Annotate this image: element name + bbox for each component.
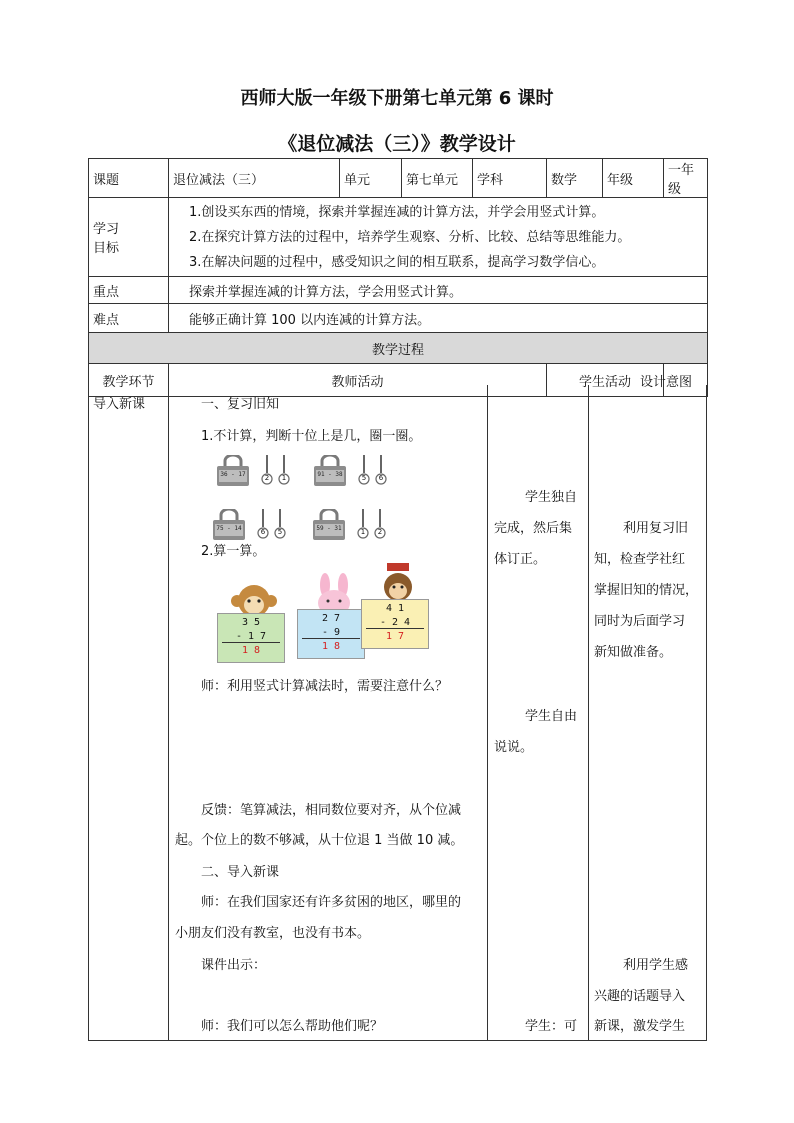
grade-label: 年级 (603, 159, 664, 198)
padlock-2 (314, 455, 424, 489)
info-row (89, 159, 708, 198)
key-icon[interactable] (261, 455, 273, 487)
board-card (297, 609, 365, 659)
key-label: 2 (264, 474, 270, 482)
key-point-value: 探索并掌握连减的计算方法，学会用竖式计算。 (169, 277, 708, 304)
goal-item-3: 3.在解决问题的过程中，感受知识之间的相互联系，提高学习数学信心。 (189, 254, 605, 270)
intent-i2-line1: 利用学生感 (623, 958, 689, 973)
key-label: 2 (377, 528, 383, 536)
help-question: 师：我们可以怎么帮助他们呢？ (201, 1019, 384, 1034)
math-board-3 (361, 563, 437, 651)
col-intent-text: 设计意图 (639, 374, 692, 390)
question-text: 师：利用竖式计算减法时，需要注意什么？ (201, 679, 449, 694)
key-icon[interactable] (257, 509, 269, 541)
key-icon[interactable] (274, 509, 286, 541)
board-subtrahend: - 9 (302, 627, 360, 639)
key-label: 5 (277, 528, 283, 536)
intent-i1-line2: 知，检查学社红 (594, 552, 686, 567)
padlock-expression: 36 - 17 (220, 471, 246, 478)
board-top: 4 1 (385, 603, 405, 614)
student-s3: 学生：可 (525, 1019, 578, 1034)
board-result: 1 8 (321, 641, 341, 652)
key-icon[interactable] (357, 509, 369, 541)
board-card (217, 613, 285, 663)
goals-row (89, 198, 708, 277)
student-s1-line2: 完成，然后集 (494, 521, 573, 536)
padlock-expression: 75 - 14 (216, 525, 242, 532)
key-icon[interactable] (358, 455, 370, 487)
stage-label: 导入新课 (93, 397, 146, 412)
board-card (361, 599, 429, 649)
goal-item-2: 2.在探究计算方法的过程中，培养学生观察、分析、比较、总结等思维能力。 (189, 229, 631, 245)
padlock-4 (313, 509, 423, 543)
student-s2-line1: 学生自由 (525, 709, 578, 724)
body-row (88, 385, 707, 1041)
padlock-expression: 91 - 38 (317, 471, 343, 478)
unit-value: 第七单元 (402, 159, 473, 198)
board-subtrahend: - 2 4 (366, 617, 424, 629)
intent-i2-line3: 新课，激发学生 (594, 1019, 686, 1034)
key-label: 1 (281, 474, 287, 482)
board-result: 1 8 (241, 645, 261, 656)
intro-line2: 小朋友们没有教室，也没有书本。 (175, 926, 371, 941)
col-student: 学生活动 (547, 364, 664, 397)
intro-line1: 师：在我们国家还有许多贫困的地区，哪里的 (201, 895, 462, 910)
intent-i1-line4: 同时为后面学习 (594, 614, 686, 629)
task1-text: 1.不计算，判断十位上是几，圈一圈。 (201, 429, 422, 444)
col-stage: 教学环节 (89, 364, 169, 397)
goal-item-1: 1.创设买东西的情境，探索并掌握连减的计算方法，并学会用竖式计算。 (189, 204, 605, 220)
key-icon[interactable] (374, 509, 386, 541)
math-board-1 (217, 577, 293, 665)
board-subtrahend: - 1 7 (222, 631, 280, 643)
topic-value: 退位减法（三） (169, 159, 340, 198)
board-top: 3 5 (241, 617, 261, 628)
lesson-title: 《退位减法（三）》教学设计 (278, 133, 516, 155)
key-point-row (89, 277, 708, 304)
col-teacher: 教师活动 (169, 364, 547, 397)
lesson-plan-table (88, 158, 708, 397)
goals-label (89, 198, 169, 277)
intent-i1-line1: 利用复习旧 (623, 521, 689, 536)
unit-label: 单元 (340, 159, 402, 198)
key-label: 6 (260, 528, 266, 536)
topic-label: 课题 (89, 159, 169, 198)
difficulty-value: 能够正确计算 100 以内连减的计算方法。 (169, 304, 708, 333)
goals-content (169, 198, 708, 277)
key-label: 5 (361, 474, 367, 482)
student-s1-line1: 学生独自 (525, 490, 578, 505)
grade-value: 一年级 (664, 159, 708, 198)
process-title: 教学过程 (89, 333, 708, 364)
feedback-line1: 反馈：笔算减法，相同数位要对齐，从个位减 (201, 803, 462, 818)
subject-value: 数学 (547, 159, 603, 198)
key-icon[interactable] (278, 455, 290, 487)
difficulty-row (89, 304, 708, 333)
key-point-label: 重点 (89, 277, 169, 304)
padlock-1 (217, 455, 327, 489)
goals-label-line1: 学习 (93, 222, 120, 237)
process-row (89, 333, 708, 364)
feedback-line2: 起。个位上的数不够减，从十位退 1 当做 10 减。 (175, 833, 464, 848)
document-title: 西师大版一年级下册第七单元第 6 课时 (240, 88, 554, 109)
board-result: 1 7 (385, 631, 405, 642)
intent-i1-line3: 掌握旧知的情况， (594, 583, 699, 598)
key-label: 1 (360, 528, 366, 536)
intro-heading: 二、导入新课 (201, 865, 280, 880)
courseware-text: 课件出示： (201, 958, 267, 973)
student-s1-line3: 体订正。 (494, 552, 547, 567)
padlock-expression: 59 - 31 (316, 525, 342, 532)
subject-label: 学科 (473, 159, 547, 198)
difficulty-label: 难点 (89, 304, 169, 333)
student-s2-line2: 说说。 (494, 740, 534, 755)
review-heading: 一、复习旧知 (201, 397, 280, 412)
key-label: 6 (378, 474, 384, 482)
intent-i1-line5: 新知做准备。 (594, 645, 673, 660)
board-top: 2 7 (321, 613, 341, 624)
task2-text: 2.算一算。 (201, 544, 266, 559)
key-icon[interactable] (375, 455, 387, 487)
padlock-3 (213, 509, 323, 543)
intent-i2-line2: 兴趣的话题导入 (594, 989, 686, 1004)
goals-label-line2: 目标 (93, 241, 120, 256)
